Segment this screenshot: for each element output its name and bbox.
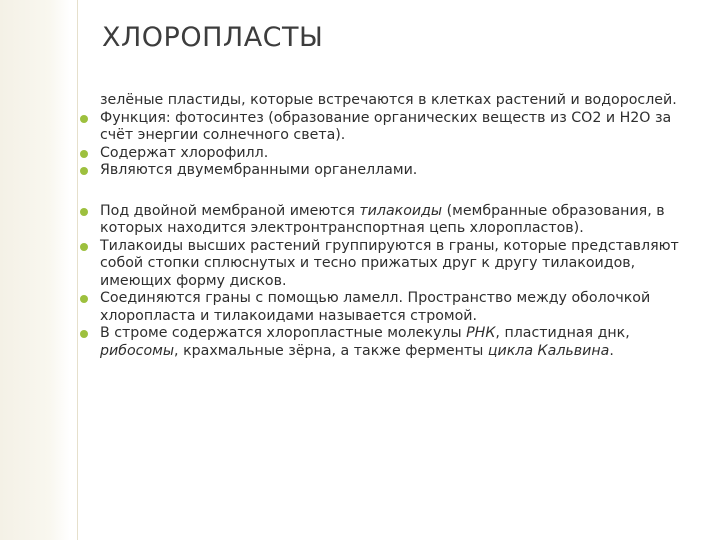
slide-content — [80, 92, 705, 360]
bullet-dot-icon — [80, 167, 88, 175]
paragraph-text: . — [609, 342, 614, 359]
paragraph-text: В строме содержатся хлоропластные молекулы — [100, 325, 467, 341]
paragraph-text: Содержат хлорофилл. — [100, 144, 269, 161]
italic-term: цикла Кальвина — [487, 342, 610, 359]
bullet-paragraph — [80, 92, 705, 110]
bullet-dot-icon — [80, 330, 88, 338]
bullet-dot-icon — [80, 208, 88, 216]
bullet-paragraph — [80, 162, 705, 180]
italic-term: тилакоиды — [359, 202, 443, 219]
bullet-dot-icon — [80, 150, 88, 158]
italic-term: РНК — [466, 325, 496, 341]
page-title: ХЛОРОПЛАСТЫ — [102, 22, 324, 53]
left-decorative-band — [0, 0, 70, 540]
paragraph-text: (мембранные образования, в которых находится электронтранспортная цепь хлоропластов). — [100, 202, 665, 236]
left-divider-line — [77, 0, 78, 540]
bullet-dot-icon — [80, 243, 88, 251]
bullet-paragraph — [80, 238, 705, 291]
bullet-dot-icon — [80, 115, 88, 123]
paragraph-text: Являются двумембранными органеллами. — [100, 162, 418, 178]
paragraph-text: Под двойной мембраной имеются — [100, 202, 360, 219]
bullet-paragraph — [80, 110, 705, 145]
paragraph-text: зелёные пластиды, которые встречаются в клетках растений и водорослей. — [100, 92, 677, 108]
paragraph-text: , крахмальные зёрна, а также ферменты — [174, 342, 488, 359]
bullet-paragraph — [80, 325, 705, 360]
bullet-paragraph — [80, 145, 705, 163]
paragraph-text: Тилакоиды высших растений группируются в граны, которые представляют собой стопки сплюснутых и тесно прижатых друг к другу тилакоидов, имеющих форму дисков. — [100, 237, 679, 289]
paragraph-text: Соединяются граны с помощью ламелл. Пространство между оболочкой хлоропласта и тилакоидами называется стромой. — [100, 290, 651, 324]
bullet-dot-icon — [80, 295, 88, 303]
paragraph-text: Функция: фотосинтез (образование органических веществ из CO2 и H2O за счёт энергии солнечного света). — [100, 109, 672, 143]
bullet-paragraph — [80, 203, 705, 238]
bullet-paragraph — [80, 290, 705, 325]
italic-term: рибосомы — [100, 342, 175, 359]
paragraph-text: , пластидная днк, — [495, 325, 630, 341]
paragraph-gap — [80, 180, 705, 203]
